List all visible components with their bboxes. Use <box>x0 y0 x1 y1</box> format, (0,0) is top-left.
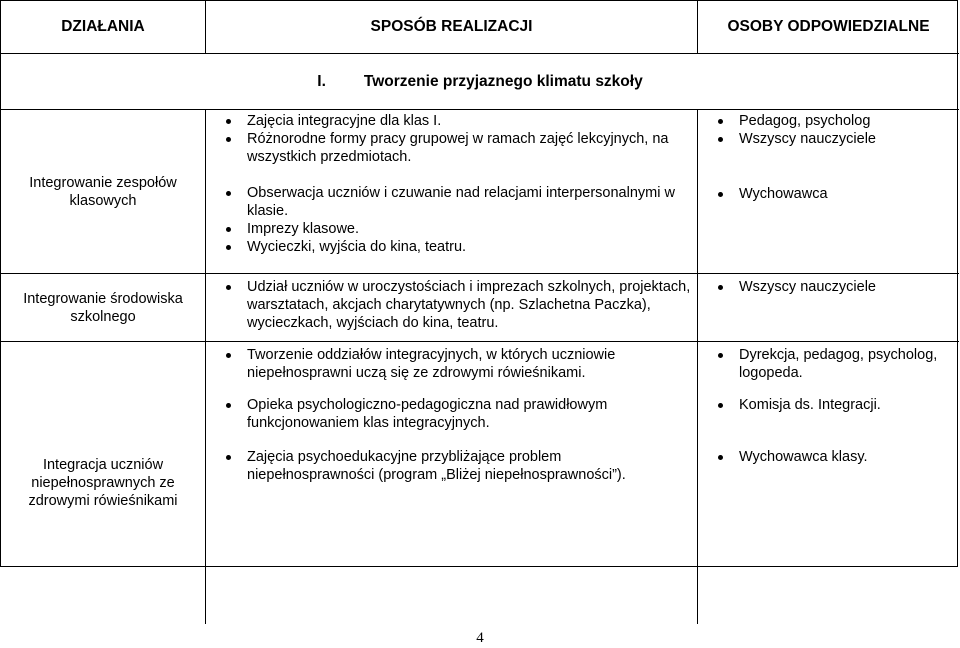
persons-list <box>698 346 959 466</box>
action-disabled-integration <box>1 342 206 624</box>
persons-list <box>698 278 959 296</box>
list-item: Dyrekcja, pedagog, psycholog, logopeda. <box>698 346 959 382</box>
persons-list <box>698 185 959 203</box>
persons-school-integration <box>698 274 959 342</box>
list-item: Udział uczniów w uroczystościach i imprezach szkolnych, projektach, warsztatach, akcjach charytatywnych (np. Szlachetna Paczka), wycieczkach, wyjściach do kina, teatru. <box>206 278 697 332</box>
action-class-integration <box>1 110 206 274</box>
list-item: Zajęcia integracyjne dla klas I. <box>206 112 697 130</box>
list-item: Imprezy klasowe. <box>206 220 697 238</box>
list-item: Zajęcia psychoedukacyjne przybliżające problem niepełnosprawności (program „Bliżej niepełnosprawności”). <box>206 448 697 484</box>
section-number: I. <box>317 72 326 90</box>
action-text: Integrowanie zespołów klasowych <box>29 174 177 209</box>
list-item: Wychowawca <box>698 185 959 203</box>
methods-list <box>206 112 697 256</box>
list-item: Opieka psychologiczno-pedagogiczna nad prawidłowym funkcjonowaniem klas integracyjnych. <box>206 396 697 432</box>
methods-list <box>206 346 697 484</box>
header-actions: DZIAŁANIA <box>1 1 206 54</box>
list-item: Wycieczki, wyjścia do kina, teatru. <box>206 238 697 256</box>
list-item: Wychowawca klasy. <box>698 448 959 466</box>
list-item: Obserwacja uczniów i czuwanie nad relacjami interpersonalnymi w klasie. <box>206 184 697 220</box>
action-text: Integracja uczniów niepełnosprawnych ze zdrowymi rówieśnikami <box>28 457 178 509</box>
list-item: Tworzenie oddziałów integracyjnych, w których uczniowie niepełnosprawni uczą się ze zdrowymi rówieśnikami. <box>206 346 697 382</box>
methods-list <box>206 278 697 332</box>
methods-disabled-integration <box>206 342 698 624</box>
persons-list <box>698 112 959 148</box>
list-item: Różnorodne formy pracy grupowej w ramach zajęć lekcyjnych, na wszystkich przedmiotach. <box>206 130 697 166</box>
list-item: Komisja ds. Integracji. <box>698 396 959 414</box>
section-title <box>1 54 959 110</box>
list-item: Wszyscy nauczyciele <box>698 278 959 296</box>
header-methods: SPOSÓB REALIZACJI <box>206 1 698 54</box>
persons-class-integration <box>698 110 959 274</box>
page-number: 4 <box>476 630 484 646</box>
action-text: Integrowanie środowiska szkolnego <box>23 290 183 325</box>
methods-class-integration <box>206 110 698 274</box>
persons-disabled-integration <box>698 342 959 624</box>
header-responsible: OSOBY ODPOWIEDZIALNE <box>698 1 959 54</box>
list-item: Wszyscy nauczyciele <box>698 130 959 148</box>
methods-school-integration <box>206 274 698 342</box>
action-school-integration <box>1 274 206 342</box>
list-item: Pedagog, psycholog <box>698 112 959 130</box>
section-title-text: Tworzenie przyjaznego klimatu szkoły <box>363 72 643 90</box>
